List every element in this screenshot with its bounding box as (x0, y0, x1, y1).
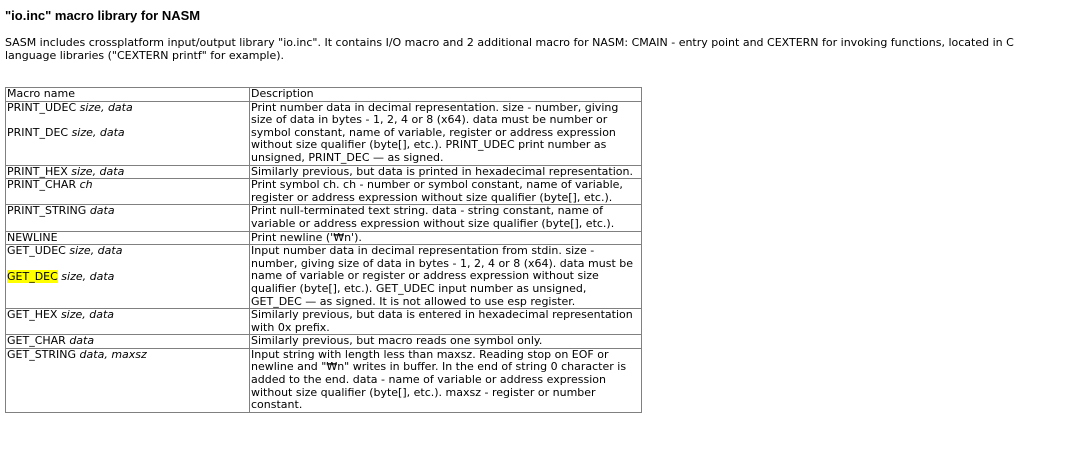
table-header-row (6, 88, 642, 102)
macro-description: Input string with length less than maxsz. Reading stop on EOF or newline and "₩n" writes in buffer. In the end of string 0 character is added to the end. data - name of variable or address expression without size qualifier (byte[], etc.). maxsz - register or number constant. (250, 348, 642, 412)
table-row (6, 205, 642, 231)
table-row (6, 165, 642, 179)
macro-name-cell (6, 348, 250, 412)
table-row (6, 309, 642, 335)
macro-name-cell (6, 205, 250, 231)
page-title: "io.inc" macro library for NASM (5, 8, 201, 23)
macro-args: data, maxsz (79, 347, 147, 361)
table-row (6, 231, 642, 245)
macro-description: Print newline ('₩n'). (250, 231, 642, 245)
macro-description: Similarly previous, but macro reads one symbol only. (250, 335, 642, 349)
macro-args: ch (79, 178, 93, 192)
macro-name-cell (6, 245, 250, 309)
macro-description: Print number data in decimal representation. size - number, giving size of data in bytes - 1, 2, 4 or 8 (x64). data must be number or symbol constant, name of variable, register or address expression without size qualifier (byte[], etc.). PRINT_UDEC print number as unsigned, PRINT_DEC — as signed. (250, 101, 642, 165)
macro-name: GET_STRING (7, 347, 77, 361)
macro-table (5, 87, 642, 413)
macro-signature (7, 102, 248, 115)
macro-name-cell (6, 179, 250, 205)
macro-args: size, data (79, 100, 133, 114)
macro-signature (7, 271, 248, 284)
macro-name: GET_HEX (7, 308, 58, 322)
macro-name: NEWLINE (7, 230, 58, 244)
macro-name-cell (6, 335, 250, 349)
table-row (6, 101, 642, 165)
macro-name: PRINT_UDEC (7, 100, 77, 114)
macro-args: size, data (60, 308, 115, 322)
macro-description: Similarly previous, but data is entered in hexadecimal representation with 0x prefix. (250, 309, 642, 335)
macro-name-cell (6, 101, 250, 165)
macro-signature (7, 127, 248, 140)
macro-name: PRINT_DEC (7, 126, 69, 140)
table-row (6, 348, 642, 412)
macro-name: GET_CHAR (7, 334, 66, 348)
macro-description: Print null-terminated text string. data - string constant, name of variable or address expression without size qualifier (byte[], etc.). (250, 205, 642, 231)
table-row (6, 179, 642, 205)
macro-signature (7, 245, 248, 258)
header-macro-name: Macro name (6, 88, 250, 102)
macro-args: size, data (69, 244, 123, 258)
table-row (6, 245, 642, 309)
macro-args: data (89, 204, 115, 218)
macro-name: PRINT_HEX (7, 164, 68, 178)
highlighted-macro-name: GET_DEC (7, 269, 58, 283)
macro-name: PRINT_STRING (7, 204, 87, 218)
macro-name-cell (6, 165, 250, 179)
table-row (6, 335, 642, 349)
header-description: Description (250, 88, 642, 102)
macro-description: Similarly previous, but data is printed in hexadecimal representation. (250, 165, 642, 179)
macro-name-cell (6, 231, 250, 245)
macro-args: size, data (71, 164, 125, 178)
macro-name: PRINT_CHAR (7, 178, 77, 192)
macro-name-cell (6, 309, 250, 335)
macro-description: Input number data in decimal representation from stdin. size - number, giving size of data in bytes - 1, 2, 4 or 8 (x64). data must be name of variable or register or address expression without size qualifier (byte[], etc.). GET_UDEC input number as unsigned, GET_DEC — as signed. It is not allowed to use esp register. (250, 245, 642, 309)
macro-args: size, data (71, 126, 125, 140)
macro-description: Print symbol ch. ch - number or symbol constant, name of variable, register or address expression without size qualifier (byte[], etc.). (250, 179, 642, 205)
macro-name: GET_UDEC (7, 244, 66, 258)
intro-paragraph: SASM includes crossplatform input/output library "io.inc". It contains I/O macro and 2 additional macro for NASM: CMAIN - entry point and CEXTERN for invoking functions, located in C language libraries ("CEXTERN printf" for example). (5, 36, 1014, 62)
macro-args: size, data (61, 269, 115, 283)
macro-args: data (69, 334, 95, 348)
